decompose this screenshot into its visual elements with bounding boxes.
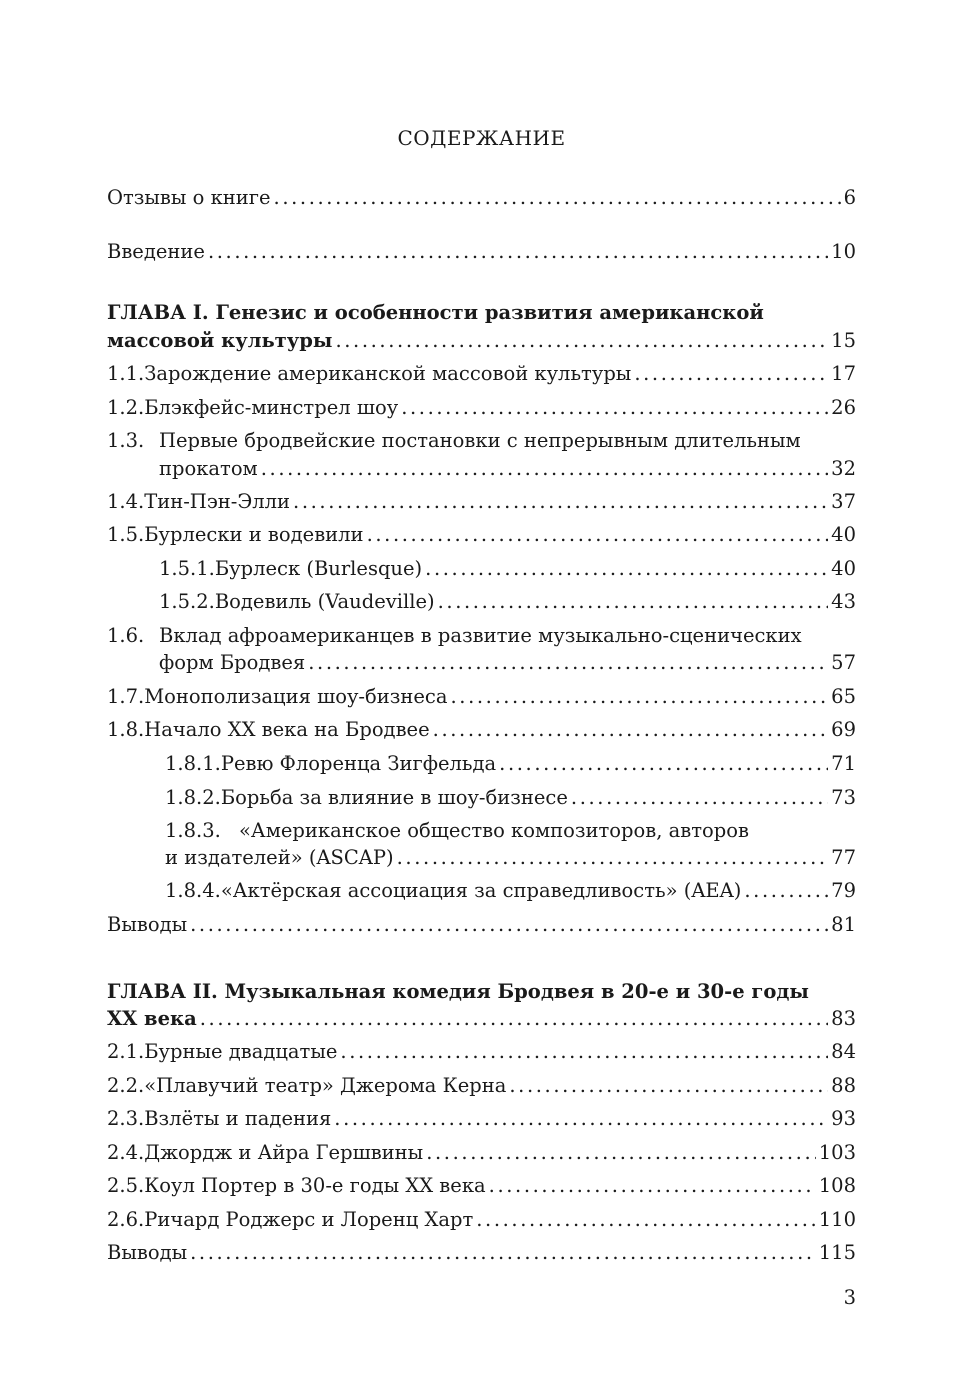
toc-entry-text: Бурные двадцатые [144, 1040, 338, 1063]
toc-entry-text: XX века [107, 1007, 197, 1030]
toc-entry [165, 845, 856, 871]
toc-entry-text: Монополизация шоу-бизнеса [144, 685, 448, 708]
toc-entry [159, 650, 856, 676]
dot-leader [509, 1073, 828, 1099]
toc-entry-text: и издателей» (ASCAP) [165, 846, 394, 869]
toc-entry [107, 1173, 856, 1199]
toc-entry-text-line1: «Американское общество композиторов, авторов [239, 819, 749, 842]
toc-entry-page: 10 [831, 240, 856, 263]
dot-leader [499, 751, 828, 777]
toc-entry-page: 6 [843, 186, 856, 209]
section-number: 1.8.1. [165, 752, 221, 775]
page-title: СОДЕРЖАНИЕ [397, 126, 566, 150]
toc-entry [107, 395, 856, 421]
toc-entry [165, 751, 856, 777]
section-number: 2.6. [107, 1208, 145, 1231]
section-number: 1.5.2. [159, 590, 215, 613]
toc-entry-text: Начало XX века на Бродвее [144, 718, 430, 741]
toc-entry [107, 717, 856, 743]
section-number: 1.6. [107, 624, 145, 647]
toc-entry [107, 684, 856, 710]
dot-leader [274, 185, 841, 211]
toc-entry-page: 17 [831, 362, 856, 385]
toc-entry [107, 912, 856, 938]
toc-entry-page: 40 [831, 557, 856, 580]
toc-entry-text: Джордж и Айра Гершвины [144, 1141, 424, 1164]
toc-entry-page: 69 [831, 718, 856, 741]
dot-leader [489, 1173, 816, 1199]
toc-entry-text: Коул Портер в 30-е годы XX века [144, 1174, 486, 1197]
dot-leader [293, 489, 828, 515]
dot-leader [744, 878, 828, 904]
dot-leader [208, 239, 828, 265]
section-number: 1.2. [107, 396, 145, 419]
dot-leader [401, 395, 828, 421]
toc-page [107, 0, 856, 1388]
toc-entry [159, 456, 856, 482]
section-number: 1.1. [107, 362, 145, 385]
toc-entry-text: Ричард Роджерс и Лоренц Харт [144, 1208, 474, 1231]
toc-entry-text: Тин-Пэн-Элли [144, 490, 291, 513]
toc-entry [107, 489, 856, 515]
toc-entry-page: 88 [831, 1074, 856, 1097]
toc-entry-page: 93 [831, 1107, 856, 1130]
toc-entry [107, 1073, 856, 1099]
toc-entry-page: 73 [831, 786, 856, 809]
section-number: 1.8.3. [165, 819, 221, 842]
dot-leader [425, 556, 828, 582]
toc-entry-page: 110 [818, 1208, 856, 1231]
section-number: 1.8.2. [165, 786, 221, 809]
toc-entry-text: «Плавучий театр» Джерома Керна [144, 1074, 507, 1097]
dot-leader [200, 1006, 828, 1032]
dot-leader [261, 456, 828, 482]
section-number: 1.7. [107, 685, 145, 708]
section-number: 1.3. [107, 429, 145, 452]
dot-leader [433, 717, 829, 743]
toc-entry-page: 15 [831, 329, 856, 352]
dot-leader [340, 1039, 828, 1065]
toc-entry-page: 77 [831, 846, 856, 869]
toc-entry-page: 103 [818, 1141, 856, 1164]
dot-leader [308, 650, 828, 676]
toc-entry-page: 79 [831, 879, 856, 902]
dot-leader [571, 785, 828, 811]
toc-entry-text: Бурлески и водевили [144, 523, 364, 546]
toc-entry [107, 1006, 856, 1032]
toc-entry-text: прокатом [159, 457, 258, 480]
dot-leader [397, 845, 829, 871]
toc-entry-text: Борьба за влияние в шоу-бизнесе [220, 786, 568, 809]
toc-entry-text: Выводы [107, 1241, 188, 1264]
dot-leader [335, 328, 828, 354]
toc-entry [107, 239, 856, 265]
toc-entry-page: 108 [818, 1174, 856, 1197]
chapter-heading: ГЛАВА II. Музыкальная комедия Бродвея в 20-е и 30-е годы [107, 980, 809, 1003]
toc-entry-page: 32 [831, 457, 856, 480]
dot-leader [426, 1140, 816, 1166]
toc-entry-text: форм Бродвея [159, 651, 306, 674]
section-number: 1.5. [107, 523, 145, 546]
toc-entry-text: «Актёрская ассоциация за справедливость» (AEA) [220, 879, 742, 902]
toc-entry-text: Блэкфейс-минстрел шоу [144, 396, 399, 419]
toc-entry-page: 57 [831, 651, 856, 674]
toc-entry [107, 1140, 856, 1166]
toc-entry [107, 328, 856, 354]
section-number: 2.2. [107, 1074, 145, 1097]
toc-entry [107, 361, 856, 387]
toc-entry-page: 81 [831, 913, 856, 936]
toc-entry [107, 1039, 856, 1065]
toc-entry-page: 65 [831, 685, 856, 708]
section-number: 2.3. [107, 1107, 145, 1130]
toc-entry-text: Зарождение американской массовой культуры [144, 362, 632, 385]
toc-entry [107, 1240, 856, 1266]
toc-entry [107, 1106, 856, 1132]
dot-leader [334, 1106, 828, 1132]
toc-entry [107, 522, 856, 548]
toc-entry-page: 40 [831, 523, 856, 546]
toc-entry [159, 589, 856, 615]
section-number: 1.8. [107, 718, 145, 741]
toc-entry-text: Выводы [107, 913, 188, 936]
dot-leader [190, 912, 828, 938]
section-number: 2.4. [107, 1141, 145, 1164]
chapter-heading: ГЛАВА I. Генезис и особенности развития американской [107, 301, 764, 324]
toc-entry-text: Отзывы о книге [107, 186, 271, 209]
toc-entry [165, 785, 856, 811]
section-number: 2.1. [107, 1040, 145, 1063]
page-number: 3 [843, 1286, 856, 1309]
toc-entry-text-line1: Вклад афроамериканцев в развитие музыкально-сценических [159, 624, 802, 647]
toc-entry-page: 37 [831, 490, 856, 513]
toc-entry [165, 878, 856, 904]
dot-leader [476, 1207, 816, 1233]
toc-entry-text: Взлёты и падения [144, 1107, 332, 1130]
toc-entry-page: 83 [831, 1007, 856, 1030]
toc-entry-text-line1: Первые бродвейские постановки с непрерывным длительным [159, 429, 801, 452]
toc-entry-text: массовой культуры [107, 329, 333, 352]
toc-entry-text: Введение [107, 240, 205, 263]
toc-entry [159, 556, 856, 582]
section-number: 1.4. [107, 490, 145, 513]
dot-leader [190, 1240, 816, 1266]
toc-entry-page: 115 [818, 1241, 856, 1264]
toc-entry-page: 43 [831, 590, 856, 613]
toc-entry-page: 71 [831, 752, 856, 775]
section-number: 1.5.1. [159, 557, 215, 580]
dot-leader [450, 684, 828, 710]
dot-leader [634, 361, 828, 387]
toc-entry [107, 1207, 856, 1233]
section-number: 1.8.4. [165, 879, 221, 902]
toc-entry-text: Водевиль (Vaudeville) [214, 590, 435, 613]
toc-entry-text: Бурлеск (Burlesque) [214, 557, 423, 580]
toc-entry-page: 84 [831, 1040, 856, 1063]
toc-entry-page: 26 [831, 396, 856, 419]
dot-leader [367, 522, 829, 548]
section-number: 2.5. [107, 1174, 145, 1197]
toc-entry [107, 185, 856, 211]
toc-entry-text: Ревю Флоренца Зигфельда [220, 752, 497, 775]
dot-leader [438, 589, 829, 615]
